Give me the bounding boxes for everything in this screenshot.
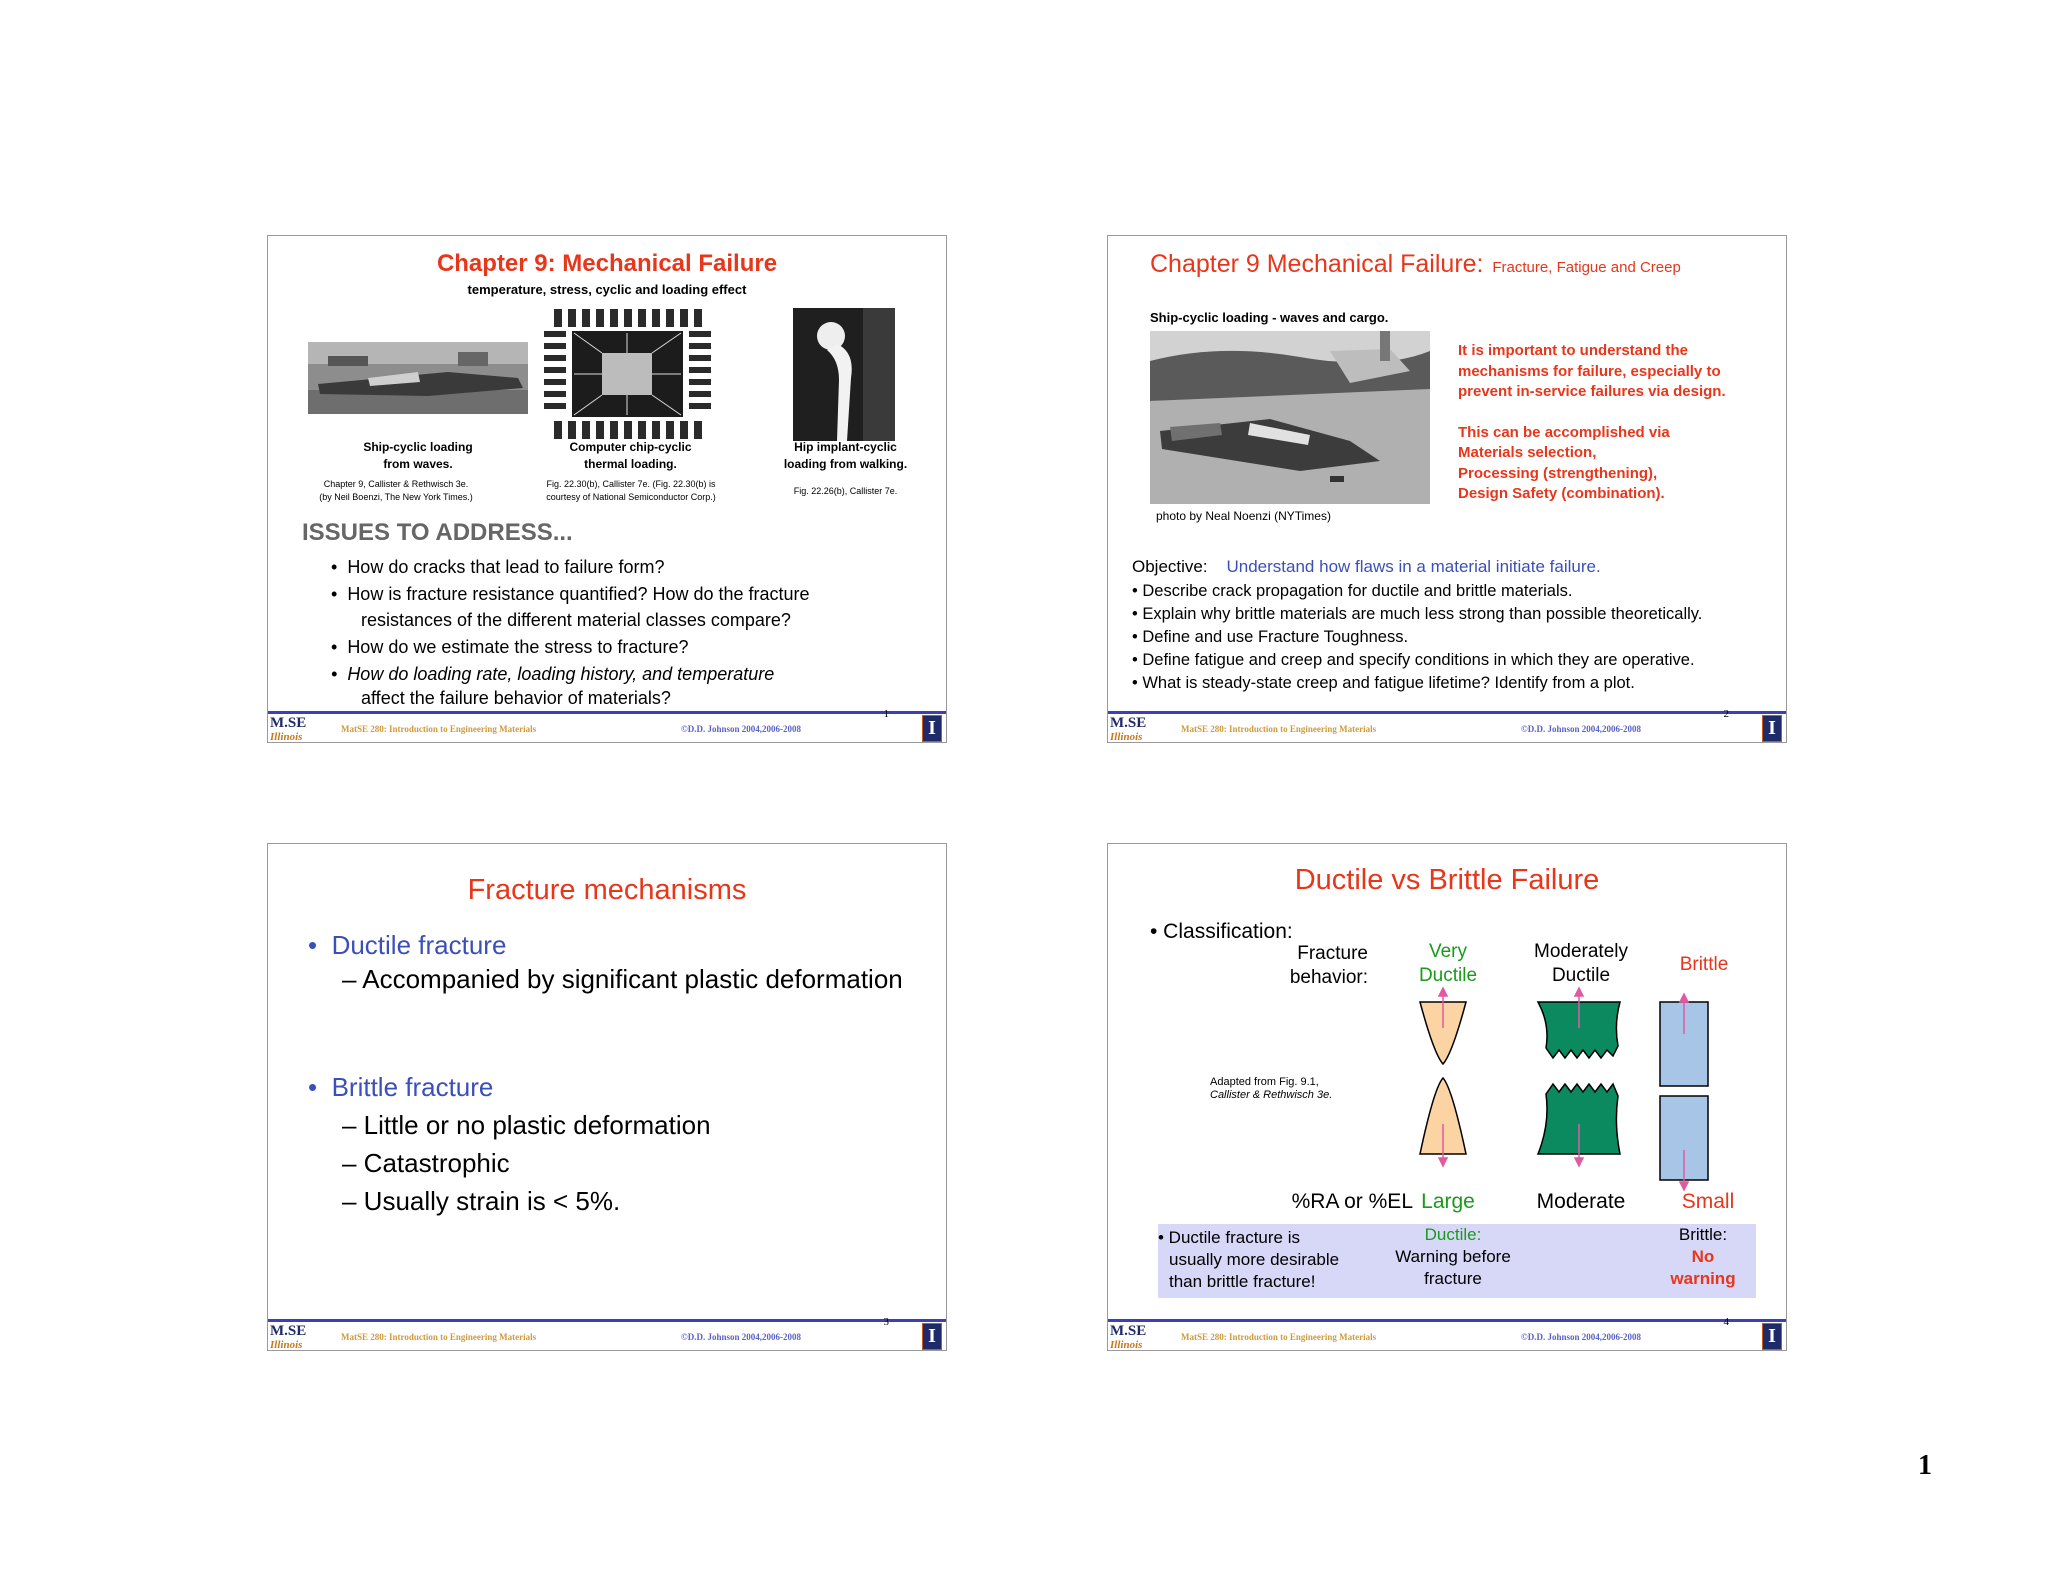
copyright: ©D.D. Johnson 2004,2006-2008 — [681, 724, 801, 734]
slide-4 — [1107, 843, 1787, 1351]
issue-bullet: • How do loading rate, loading history, and temperature — [331, 664, 775, 684]
slide-1 — [267, 235, 947, 743]
hip-source: Fig. 22.26(b), Callister 7e. — [793, 486, 898, 496]
slide-3 — [267, 843, 947, 1351]
ship-source: Chapter 9, Callister & Rethwisch 3e. (by Neil Boenzi, The New York Times.) — [319, 479, 473, 502]
ra-el-label: %RA or %EL — [1291, 1190, 1413, 1213]
slide-footer — [1108, 708, 1786, 743]
illinois-logo: I — [1762, 1323, 1782, 1350]
photo-credit: photo by Neal Noenzi (NYTimes) — [1156, 509, 1331, 523]
chip-photo — [544, 309, 711, 439]
issue-bullet: • How do cracks that lead to failure form? — [331, 557, 665, 577]
small-label: Small — [1681, 1190, 1735, 1213]
brittle-warning: Brittle: No warning — [1670, 1225, 1736, 1288]
illinois-logo: I — [1762, 715, 1782, 742]
slide-title: Chapter 9 Mechanical Failure: Fracture, Fatigue and Creep — [1150, 250, 1681, 278]
copyright: ©D.D. Johnson 2004,2006-2008 — [1521, 724, 1641, 734]
illinois-logo: I — [922, 1323, 942, 1350]
ship-photo — [308, 342, 528, 414]
slide-subtitle: temperature, stress, cyclic and loading effect — [467, 282, 747, 297]
issue-bullet-cont: resistances of the different material classes compare? — [361, 610, 791, 630]
objective: Objective: Understand how flaws in a material initiate failure. — [1132, 557, 1601, 576]
moderate-label: Moderate — [1536, 1190, 1626, 1213]
brittle-details: – Little or no plastic deformation – Catastrophic – Usually strain is < 5%. — [342, 1110, 711, 1216]
hip-implant-photo — [793, 308, 895, 441]
ductile-warning: Ductile: Warning before fracture — [1395, 1225, 1511, 1288]
conclusion-text: • Ductile fracture is usually more desirable than brittle fracture! — [1158, 1228, 1340, 1291]
brittle-heading: • Brittle fracture — [308, 1072, 494, 1102]
chip-caption: Computer chip-cyclic thermal loading. — [569, 440, 692, 471]
ship-caption: Ship-cyclic loading from waves. — [363, 440, 473, 471]
slide-number: 4 — [1723, 1316, 1729, 1328]
issues-heading: ISSUES TO ADDRESS... — [302, 519, 573, 546]
ship-aerial-photo — [1150, 331, 1430, 504]
hip-caption: Hip implant-cyclic loading from walking. — [783, 440, 908, 471]
mse-logo: M.SE Illinois — [1110, 1323, 1147, 1351]
course-name: MatSE 280: Introduction to Engineering Materials — [1181, 1332, 1377, 1342]
brittle-label: Brittle — [1679, 954, 1729, 975]
page-number: 1 — [1918, 1450, 1932, 1481]
course-name: MatSE 280: Introduction to Engineering Materials — [341, 1332, 537, 1342]
mse-logo: M.SE Illinois — [1110, 715, 1147, 743]
illinois-logo: I — [922, 715, 942, 742]
moderately-ductile-label: Moderately Ductile — [1534, 941, 1628, 986]
very-ductile-label: Very Ductile — [1418, 941, 1478, 986]
slide-footer — [1108, 1316, 1786, 1351]
issue-bullet: • How is fracture resistance quantified? How do the fracture — [331, 584, 810, 604]
slide-title: Fracture mechanisms — [467, 874, 747, 906]
slide-2 — [1107, 235, 1787, 743]
mse-logo: M.SE Illinois — [270, 1323, 307, 1351]
slide-number: 2 — [1723, 708, 1729, 720]
slide-number: 1 — [883, 708, 889, 720]
slide-footer — [268, 708, 946, 743]
photo-caption: Ship-cyclic loading - waves and cargo. — [1150, 310, 1389, 325]
large-label: Large — [1421, 1190, 1475, 1213]
copyright: ©D.D. Johnson 2004,2006-2008 — [1521, 1332, 1641, 1342]
course-name: MatSE 280: Introduction to Engineering Materials — [1181, 724, 1377, 734]
course-name: MatSE 280: Introduction to Engineering Materials — [341, 724, 537, 734]
fracture-behavior-label: Fracture behavior: — [1289, 943, 1368, 988]
ductile-heading: • Ductile fracture — [308, 930, 507, 960]
slide-number: 3 — [883, 1316, 889, 1328]
issue-bullet: • How do we estimate the stress to fracture? — [331, 637, 689, 657]
issue-bullet-cont: affect the failure behavior of materials? — [361, 688, 671, 708]
conclusion-box — [1158, 1224, 1756, 1298]
importance-text: It is important to understand the mechanisms for failure, especially to prevent in-service failures via design. This can be accomplished via Materials selection, Processing (strengthening), Design Safety (combination). — [1458, 342, 1726, 502]
adapted-source: Adapted from Fig. 9.1, Callister & Rethwisch 3e. — [1210, 1076, 1333, 1101]
classification-label: • Classification: — [1150, 920, 1293, 943]
slide-title: Chapter 9: Mechanical Failure — [436, 250, 778, 277]
issues-list — [331, 554, 810, 712]
slide-title: Ductile vs Brittle Failure — [1294, 864, 1600, 896]
mse-logo: M.SE Illinois — [270, 715, 307, 743]
chip-source: Fig. 22.30(b), Callister 7e. (Fig. 22.30(b) is courtesy of National Semiconductor Corp.) — [546, 479, 716, 502]
objective-bullets: • Describe crack propagation for ductile and brittle materials. • Explain why brittle materials are much less strong than possible theoretically. • Define and use Fracture Toughness. • Define fatigue and creep and specify conditions in which they are operative. • What is steady-state creep and fatigue lifetime? Identify from a plot. — [1132, 582, 1703, 692]
copyright: ©D.D. Johnson 2004,2006-2008 — [681, 1332, 801, 1342]
ductile-detail: – Accompanied by significant plastic deformation — [342, 964, 903, 994]
slide-footer — [268, 1316, 946, 1351]
